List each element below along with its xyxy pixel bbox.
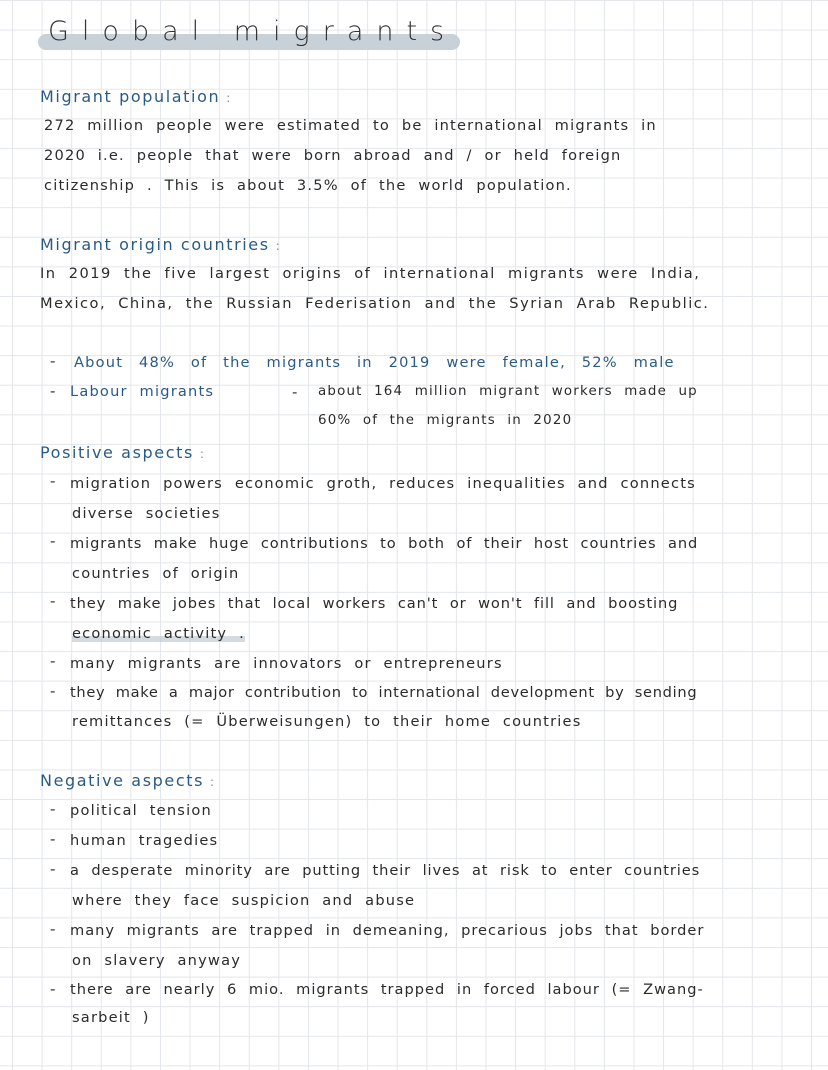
bullet-dash: - xyxy=(50,830,56,848)
origin-line-1: In 2019 the five largest origins of international migrants were India, xyxy=(40,265,701,282)
positive-line-8: they make a major contribution to international development by sending xyxy=(70,684,698,701)
bullet-dash: - xyxy=(50,472,56,490)
positive-line-7: many migrants are innovators or entrepreneurs xyxy=(70,655,503,672)
positive-line-2: diverse societies xyxy=(72,505,221,522)
positive-line-3: migrants make huge contributions to both of their host countries and xyxy=(70,535,699,552)
origin-line-2: Mexico, China, the Russian Federisation and the Syrian Arab Republic. xyxy=(40,295,710,312)
bullet-dash: - xyxy=(50,652,56,670)
positive-line-1: migration powers economic groth, reduces inequalities and connects xyxy=(70,475,696,492)
negative-line-4: where they face suspicion and abuse xyxy=(72,892,416,909)
bullet-dash: - xyxy=(50,800,56,818)
positive-line-9: remittances (= Überweisungen) to their home countries xyxy=(72,713,582,730)
positive-line-4: countries of origin xyxy=(72,565,240,582)
page-title: Global migrants xyxy=(48,16,458,47)
sub-bullet-dash: - xyxy=(292,383,298,401)
title-block xyxy=(38,14,468,54)
negative-line-1: political tension xyxy=(70,802,212,819)
bullet-dash: - xyxy=(50,860,56,878)
negative-line-2: human tragedies xyxy=(70,832,219,849)
bullet-dash: - xyxy=(50,352,56,370)
origin-bullet-labour: Labour migrants xyxy=(70,383,215,400)
bullet-dash: - xyxy=(50,592,56,610)
negative-line-3: a desperate minority are putting their lives at risk to enter countries xyxy=(70,862,701,879)
population-line-2: 2020 i.e. people that were born abroad and / or held foreign xyxy=(44,147,622,164)
bullet-dash: - xyxy=(50,382,56,400)
positive-line-5: they make jobes that local workers can't or won't fill and boosting xyxy=(70,595,679,612)
origin-bullet-gender: About 48% of the migrants in 2019 were female, 52% male xyxy=(74,354,675,371)
negative-line-8: sarbeit ) xyxy=(72,1009,150,1026)
bullet-dash: - xyxy=(50,980,56,998)
labour-sub-line-1: about 164 million migrant workers made up xyxy=(318,384,698,399)
bullet-dash: - xyxy=(50,532,56,550)
bullet-dash: - xyxy=(50,920,56,938)
population-line-3: citizenship . This is about 3.5% of the world population. xyxy=(44,177,572,194)
heading-migrant-population: Migrant population : xyxy=(40,87,232,106)
negative-line-5: many migrants are trapped in demeaning, precarious jobs that border xyxy=(70,922,705,939)
population-line-1: 272 million people were estimated to be international migrants in xyxy=(44,117,657,134)
positive-line-6: economic activity . xyxy=(72,625,245,642)
negative-line-6: on slavery anyway xyxy=(72,952,242,969)
labour-sub-line-2: 60% of the migrants in 2020 xyxy=(318,413,573,428)
heading-migrant-origin-countries: Migrant origin countries : xyxy=(40,235,282,254)
bullet-dash: - xyxy=(50,682,56,700)
negative-line-7: there are nearly 6 mio. migrants trapped in forced labour (= Zwang- xyxy=(70,981,704,998)
heading-negative-aspects: Negative aspects : xyxy=(40,771,216,790)
heading-positive-aspects: Positive aspects : xyxy=(40,443,206,462)
